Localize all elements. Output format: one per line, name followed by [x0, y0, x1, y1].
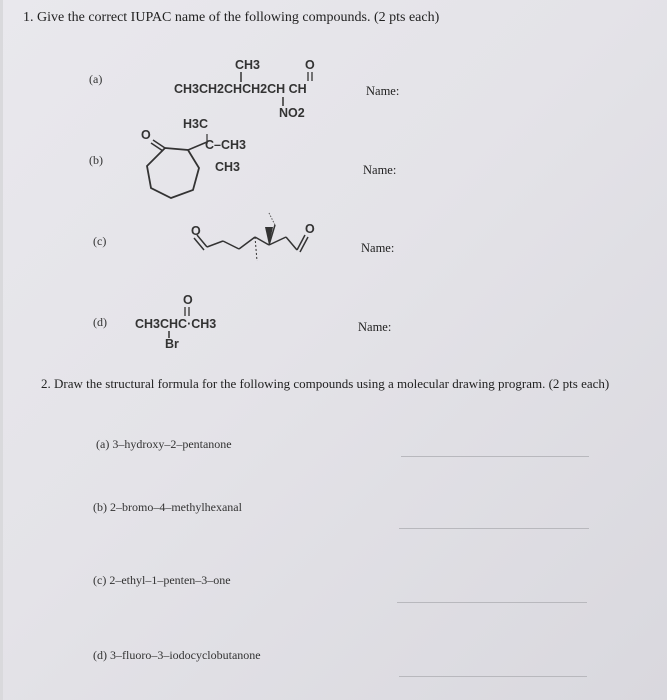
item-b-carbonyl-oxygen: O	[141, 128, 151, 142]
item-d-label: (d)	[93, 315, 107, 329]
item-c-name-label: Name:	[361, 241, 395, 255]
item-a-main-chain: CH3CH2CHCH2CH CH	[174, 82, 307, 96]
item-a-top-methyl: CH3	[235, 58, 261, 72]
question-1-heading: 1. Give the correct IUPAC name of the following compounds. (2 pts each)	[23, 10, 440, 25]
q2-item-d: (d) 3–fluoro–3–iodocyclobutanone	[93, 648, 261, 662]
item-a-name-label: Name:	[366, 84, 400, 98]
question-2-heading: 2. Draw the structural formula for the following compounds using a molecular drawing program. (2 pts each)	[41, 376, 610, 391]
item-c-label: (c)	[93, 234, 107, 248]
worksheet-page	[3, 0, 667, 700]
item-a-nitro-group: NO2	[279, 106, 305, 120]
item-a-label: (a)	[89, 72, 103, 86]
q2-item-b-answer-line	[399, 528, 589, 529]
q2-item-a-answer-line	[401, 456, 589, 457]
item-a-top-oxygen: O	[305, 58, 315, 72]
item-d-oxygen: O	[183, 293, 193, 307]
item-c-right-oxygen: O	[305, 222, 315, 236]
item-d-bromine: Br	[165, 337, 179, 351]
item-d-main-chain: CH3CHC·CH3	[135, 317, 217, 331]
item-b-ch3: CH3	[215, 160, 241, 174]
item-d-bonds	[3, 0, 667, 360]
q2-item-b: (b) 2–bromo–4–methylhexanal	[93, 500, 242, 514]
q2-item-c-answer-line	[397, 602, 587, 603]
q2-item-d-answer-line	[399, 676, 587, 677]
item-d-name-label: Name:	[358, 320, 392, 334]
item-b-c-ch3: C–CH3	[205, 138, 246, 152]
item-b-name-label: Name:	[363, 163, 397, 177]
q2-item-a: (a) 3–hydroxy–2–pentanone	[96, 437, 232, 451]
item-b-h3c: H3C	[183, 117, 209, 131]
q2-item-c: (c) 2–ethyl–1–penten–3–one	[93, 573, 231, 587]
item-c-left-oxygen: O	[191, 224, 201, 238]
item-b-label: (b)	[89, 153, 103, 167]
